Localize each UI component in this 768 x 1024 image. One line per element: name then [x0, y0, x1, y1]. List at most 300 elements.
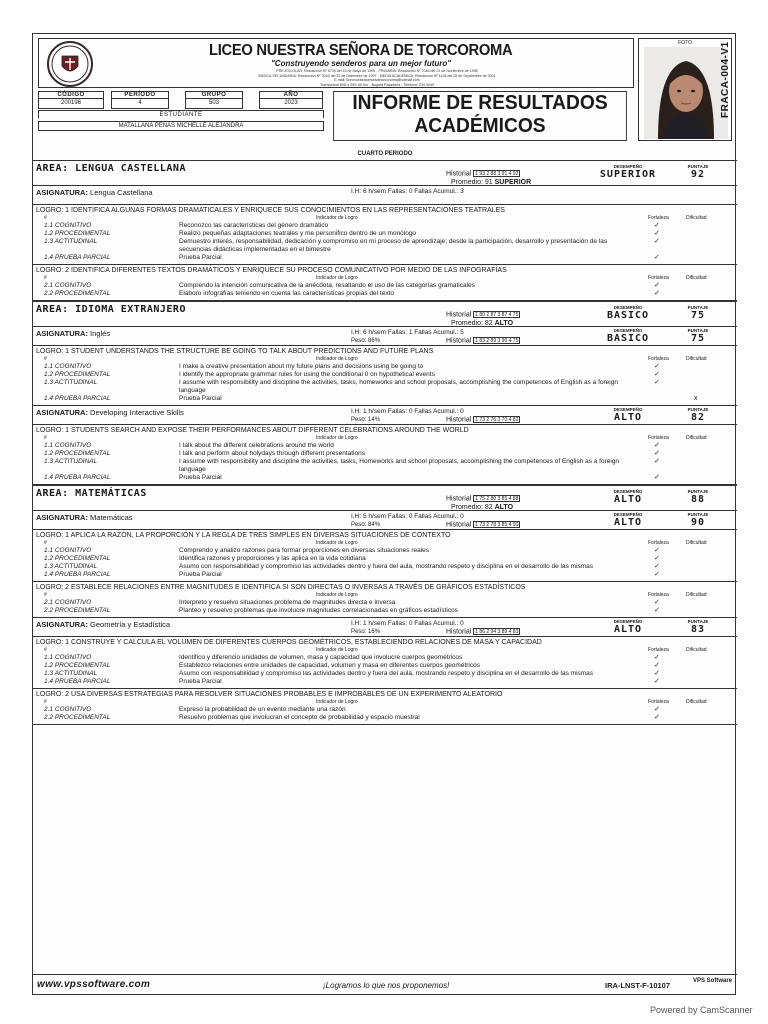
crest-icon: [50, 44, 90, 84]
peso-value: 16%: [368, 629, 381, 635]
asignatura-value: Developing Interactive Skills: [90, 408, 184, 417]
indicator-text: Planteo y resuelvo problemas que involucre magnitudes correlacionadas en gráficos estadísticos: [179, 607, 458, 614]
check-icon: ✓: [654, 571, 660, 578]
asignatura-puntaje: [669, 407, 727, 423]
indicator-text: Identifica razones y proporciones y las aplica en la vida cotidiana: [179, 555, 366, 562]
fortaleza-label: Fortaleza: [648, 356, 669, 362]
indicador-label: Indicador de Logro: [316, 435, 358, 441]
logro-block: [33, 637, 737, 689]
check-icon: ✓: [654, 714, 660, 721]
indicator-row: [36, 371, 733, 379]
desempeno-label: DESEMPEÑO: [613, 489, 643, 494]
area-header: [33, 160, 737, 186]
logro-block: [33, 205, 737, 265]
logro-block: [33, 265, 737, 301]
area-historial: [446, 495, 520, 502]
indicator-row: [36, 238, 733, 254]
indicador-label: Indicador de Logro: [316, 356, 358, 362]
indicator-text: Prueba Parcial: [179, 474, 222, 481]
desempeno-value: BASICO: [606, 333, 650, 344]
indicator-text: I make a creative presentation about my future plans and decisions using be going to: [179, 363, 424, 370]
indicator-row: [36, 474, 733, 482]
check-icon: ✓: [654, 607, 660, 614]
indicator-text: I talk about the different celebrations around the world: [179, 442, 334, 449]
logro-title: LOGRO: 1 CONSTRUYE Y CALCULA EL VOLUMEN DE DIFERENTES CUERPOS GEOMÉTRICOS, ESTABLECIENDO RELACIONES DE MASA Y CAPACIDAD: [36, 639, 542, 646]
promedio-value: 82: [484, 504, 493, 511]
indicator-key: 2.1 COGNITIVO: [44, 599, 92, 606]
indicator-key: 1.4 PRUEBA PARCIAL: [44, 571, 111, 578]
check-icon: ✓: [654, 379, 660, 386]
logro-title: LOGRO: 1 STUDENT UNDERSTANDS THE STRUCTURE BE GOING TO TALK ABOUT PREDICTIONS AND FUTURE PLANS: [36, 348, 434, 355]
historial-values: 1 86 2 94 3 89 4 83: [475, 629, 519, 635]
school-motto: "Construyendo senderos para un mejor futuro": [271, 59, 452, 68]
indicator-text: Asumo con responsabilidad y compromiso las actividades dentro y fuera del aula, mostrando respeto y disciplina en el desarrollo de las mismas: [179, 563, 594, 570]
logro-title: LOGRO: 2 ESTABLECE RELACIONES ENTRE MAGNITUDES E IDENTIFICA SI SON DIRECTAS O INVERSAS A TRAVÉS DE GRÁFICOS ESTADÍSTICOS: [36, 584, 526, 591]
asignatura-historial: [446, 416, 520, 423]
dificultad-label: Dificultad: [686, 275, 707, 281]
indicator-text: Expreso la probabilidad de un evento mediante una razón: [179, 706, 346, 713]
fallas-value: 0: [408, 408, 413, 415]
indicator-row: [36, 442, 733, 450]
student-portrait-icon: [644, 47, 728, 139]
fallas-label: Fallas:: [387, 329, 408, 336]
indicator-row: [36, 395, 733, 403]
fortaleza-label: Fortaleza: [648, 540, 669, 546]
indicator-key: 1.3 ACTITUDINAL: [44, 379, 98, 386]
grupo-label: GRUPO: [186, 92, 242, 99]
historial-values: 1 73 2 76 3 70 4 82: [475, 417, 519, 423]
scanner-credit: Powered by CamScanner: [650, 1005, 753, 1015]
check-icon: ✓: [654, 474, 660, 481]
puntaje-value: 92: [690, 169, 706, 180]
promedio-label: Promedio:: [451, 179, 483, 186]
fortaleza-label: Fortaleza: [648, 275, 669, 281]
promedio-label: Promedio:: [451, 504, 483, 511]
dificultad-label: Dificultad: [686, 540, 707, 546]
historial-values: 1 73 2 78 3 85 4 90: [475, 522, 519, 528]
hash-label: #: [44, 699, 47, 705]
check-icon: ✓: [654, 238, 660, 245]
area-historial: [446, 170, 520, 177]
asignatura-puntaje: [669, 512, 727, 528]
asignatura-label: ASIGNATURA:: [36, 329, 88, 338]
check-icon: ✓: [654, 442, 660, 449]
logro-title: LOGRO: 1 IDENTIFICA ALGUNAS FORMAS DRAMATICALES Y ENRIQUECE SUS CONOCIMIENTOS EN LAS REPRESENTACIONES TEATRALES: [36, 207, 505, 214]
asignatura-label: ASIGNATURA:: [36, 188, 88, 197]
ih-label: I.H:: [351, 513, 362, 520]
ih-value: 6 h/sem: [362, 329, 387, 336]
asignatura-row: [33, 406, 737, 425]
logro-block: [33, 346, 737, 406]
fallas-acumul-label: Fallas Acumul.:: [414, 329, 459, 336]
peso-value: 86%: [368, 338, 381, 344]
check-icon: ✓: [654, 678, 660, 685]
historial-label: Historial: [446, 416, 472, 424]
ano-box: [259, 91, 323, 109]
hash-label: #: [44, 356, 47, 362]
promedio-desc: SUPERIOR: [494, 179, 532, 186]
desempeno-label: DESEMPEÑO: [613, 328, 643, 333]
asignatura-name: [36, 620, 170, 629]
asignatura-value: Inglés: [90, 329, 111, 338]
asignatura-row: [33, 186, 737, 205]
logro-header: [36, 646, 733, 654]
indicator-text: Asumo con responsabilidad y compromiso las actividades dentro y fuera del aula, mostrando respeto y disciplina en el desarrollo de las mismas: [179, 670, 594, 677]
indicator-key: 1.2 PROCEDIMENTAL: [44, 230, 111, 237]
logro-header: [36, 539, 733, 547]
logro-header: [36, 274, 733, 282]
area-historial: [446, 311, 520, 318]
info-line: Transversal 60D # 25S-55 Sur - Bogotá Pasadena - Teléfono: 234 0049: [320, 82, 434, 87]
indicator-key: 2.1 COGNITIVO: [44, 706, 92, 713]
grupo-value: 503: [208, 100, 219, 106]
indicator-key: 1.4 PRUEBA PARCIAL: [44, 254, 111, 261]
estudiante-value: MATALLANA PEÑAS MICHELLE ALEJANDRA: [38, 121, 324, 131]
asignatura-historial: [446, 628, 520, 635]
puntaje-value: 75: [690, 333, 706, 344]
historial-values: 1 93 2 88 3 91 4 92: [475, 171, 519, 177]
form-code: FRACA-004-V1: [720, 41, 731, 119]
indicator-key: 2.2 PROCEDIMENTAL: [44, 607, 111, 614]
asignatura-label: ASIGNATURA:: [36, 408, 88, 417]
logro-block: [33, 582, 737, 618]
indicator-key: 1.1 COGNITIVO: [44, 442, 92, 449]
puntaje-value: 90: [690, 517, 706, 528]
dificultad-label: Dificultad: [686, 647, 707, 653]
footer-website: www.vpssoftware.com: [37, 979, 151, 990]
indicator-text: Elaboro infografías teniendo en cuenta las características propias del texto: [179, 290, 394, 297]
asignatura-ih: [351, 513, 464, 520]
historial-label: Historial: [446, 170, 472, 178]
dificultad-label: Dificultad: [686, 435, 707, 441]
indicator-text: Resuelvo problemas que involucran el concepto de probabilidad y espacio muestral: [179, 714, 420, 721]
check-icon: ✓: [654, 282, 660, 289]
fortaleza-label: Fortaleza: [648, 647, 669, 653]
historial-values: 1 83 2 89 3 90 4 75: [475, 338, 519, 344]
ih-label: I.H:: [351, 620, 362, 627]
fallas-value: 0: [408, 513, 413, 520]
historial-values: 1 75 2 80 3 85 4 88: [475, 496, 519, 502]
check-icon: ✓: [654, 458, 660, 465]
peso-label: Peso:: [351, 629, 367, 635]
promedio-desc: ALTO: [494, 504, 514, 511]
fortaleza-label: Fortaleza: [648, 592, 669, 598]
puntaje-value: 83: [690, 624, 706, 635]
indicator-key: 1.3 ACTITUDINAL: [44, 458, 98, 465]
ih-label: I.H:: [351, 188, 362, 195]
asignatura-row: [33, 511, 737, 530]
asignatura-label: ASIGNATURA:: [36, 620, 88, 629]
peso-label: Peso:: [351, 522, 367, 528]
grupo-box: [185, 91, 243, 109]
puntaje-label: PUNTAJE: [687, 512, 709, 517]
indicator-text: Demuestro interés, responsabilidad, dedicación y compromiso en mi proceso de aprendizaje; desde la participación, desarrollo y presentación de las secuencias didácticas implementadas en el bimestre: [179, 238, 608, 253]
indicator-text: Establezco relaciones entre unidades de capacidad, volumen y masa en diferentes cuerpos geométricos: [179, 662, 480, 669]
fallas-acumul-value: 0: [460, 513, 464, 520]
ih-label: I.H:: [351, 329, 362, 336]
ih-value: 5 h/sem: [362, 513, 387, 520]
area-header: [33, 485, 737, 511]
logro-title: LOGRO: 1 APLICA LA RAZÓN, LA PROPORCIÓN Y LA REGLA DE TRES SIMPLES EN DIVERSAS SITUACIONES DE CONTEXTO: [36, 532, 451, 539]
title-line: ACADÉMICOS: [414, 115, 546, 137]
puntaje-label: PUNTAJE: [687, 164, 709, 169]
indicator-key: 1.3 ACTITUDINAL: [44, 238, 98, 245]
indicador-label: Indicador de Logro: [316, 540, 358, 546]
asignatura-ih: [351, 620, 464, 627]
logro-block: [33, 425, 737, 485]
indicator-text: Prueba Parcial: [179, 254, 222, 261]
check-icon: ✓: [654, 450, 660, 457]
fallas-value: 1: [408, 329, 413, 336]
asignatura-desempeno: [599, 328, 657, 344]
indicator-text: Prueba Parcial: [179, 571, 222, 578]
school-header: [38, 38, 634, 88]
indicator-row: [36, 662, 733, 670]
info-line: E-mail: liceonuestrasenoradetorcoroma@hotmail.com: [334, 78, 420, 83]
peso-value: 84%: [368, 522, 381, 528]
fallas-acumul-label: Fallas Acumul.:: [414, 188, 459, 195]
indicator-row: [36, 379, 733, 395]
indicator-row: [36, 563, 733, 571]
fallas-label: Fallas:: [387, 408, 408, 415]
indicator-text: I talk and perform about holydays through different presentations: [179, 450, 365, 457]
student-photo: [644, 47, 728, 139]
check-icon: ✓: [654, 706, 660, 713]
indicador-label: Indicador de Logro: [316, 275, 358, 281]
indicator-key: 1.2 PROCEDIMENTAL: [44, 555, 111, 562]
logro-title: LOGRO: 2 USA DIVERSAS ESTRATEGIAS PARA RESOLVER SITUACIONES PROBABLES E IMPROBABLES DE UN EXPERIMENTO ALEATORIO: [36, 691, 503, 698]
indicator-text: Comprendo y analizo razones para formar proporciones en diversas situaciones reales: [179, 547, 430, 554]
estudiante-box: [38, 110, 324, 140]
asignatura-name: [36, 408, 184, 417]
fallas-acumul-label: Fallas Acumul.:: [414, 620, 459, 627]
vps-logo: VPS Software: [693, 978, 733, 984]
asignatura-puntaje: [669, 619, 727, 635]
indicator-row: [36, 458, 733, 474]
promedio-label: Promedio:: [451, 320, 483, 327]
fallas-value: 0: [408, 188, 413, 195]
puntaje-value: 88: [690, 494, 706, 505]
ih-label: I.H:: [351, 408, 362, 415]
indicator-row: [36, 706, 733, 714]
asignatura-label: ASIGNATURA:: [36, 513, 88, 522]
indicator-key: 1.2 PROCEDIMENTAL: [44, 371, 111, 378]
area-promedio: [451, 179, 531, 186]
indicator-text: Reconozco las características del género dramático: [179, 222, 329, 229]
indicator-text: I assume with responsibility and discipline the activities, tasks, Homeworks and school proposals, accomplishing the competences of English as a foreign language: [179, 458, 620, 473]
puntaje-label: PUNTAJE: [687, 407, 709, 412]
fallas-acumul-value: 3: [460, 188, 464, 195]
area-promedio: [451, 320, 513, 327]
check-icon: ✓: [654, 599, 660, 606]
hash-label: #: [44, 215, 47, 221]
asignatura-peso: [351, 522, 380, 528]
indicator-key: 1.1 COGNITIVO: [44, 222, 92, 229]
indicator-key: 2.1 COGNITIVO: [44, 282, 92, 289]
area-puntaje: [669, 164, 727, 180]
puntaje-label: PUNTAJE: [687, 619, 709, 624]
asignatura-historial: [446, 521, 520, 528]
check-icon: ✓: [654, 547, 660, 554]
fallas-acumul-label: Fallas Acumul.:: [414, 513, 459, 520]
desempeno-label: DESEMPEÑO: [613, 512, 643, 517]
desempeno-value: SUPERIOR: [599, 169, 657, 180]
check-icon: ✓: [654, 662, 660, 669]
desempeno-label: DESEMPEÑO: [613, 305, 643, 310]
desempeno-label: DESEMPEÑO: [613, 164, 643, 169]
periodo-box: [111, 91, 169, 109]
indicator-row: [36, 654, 733, 662]
indicador-label: Indicador de Logro: [316, 699, 358, 705]
area-puntaje: [669, 305, 727, 321]
asignatura-row: [33, 327, 737, 346]
period-title: CUARTO PERIODO: [357, 151, 413, 157]
historial-label: Historial: [446, 337, 472, 345]
historial-values: 1 80 2 87 3 87 4 75: [475, 312, 519, 318]
indicator-key: 2.2 PROCEDIMENTAL: [44, 714, 111, 721]
hash-label: #: [44, 435, 47, 441]
check-icon: ✓: [654, 254, 660, 261]
photo-label: FOTO: [678, 40, 692, 46]
area-promedio: [451, 504, 513, 511]
asignatura-peso: [351, 417, 380, 423]
area-desempeno: [599, 164, 657, 180]
asignatura-ih: [351, 329, 464, 336]
check-icon: ✓: [654, 290, 660, 297]
dificultad-label: Dificultad: [686, 215, 707, 221]
indicador-label: Indicador de Logro: [316, 647, 358, 653]
indicator-key: 1.3 ACTITUDINAL: [44, 670, 98, 677]
desempeno-value: ALTO: [613, 517, 643, 528]
indicator-row: [36, 571, 733, 579]
check-icon: ✓: [654, 563, 660, 570]
indicator-key: 1.4 PRUEBA PARCIAL: [44, 678, 111, 685]
indicator-row: [36, 282, 733, 290]
asignatura-desempeno: [599, 407, 657, 423]
historial-label: Historial: [446, 311, 472, 319]
asignatura-name: [36, 188, 153, 197]
indicator-key: 1.3 ACTITUDINAL: [44, 563, 98, 570]
area-header: [33, 301, 737, 327]
indicator-row: [36, 599, 733, 607]
desempeno-label: DESEMPEÑO: [613, 619, 643, 624]
check-icon: ✓: [654, 371, 660, 378]
check-icon: ✓: [654, 670, 660, 677]
desempeno-value: ALTO: [613, 494, 643, 505]
indicator-text: Interpreto y resuelvo situaciones problema de magnitudes directa e inversa: [179, 599, 396, 606]
desempeno-value: ALTO: [613, 412, 643, 423]
puntaje-label: PUNTAJE: [687, 489, 709, 494]
info-line: BÁSICA SECUNDARIA: Resolución Nº 3043 del 23 de Diciembre de 1997 - MEDIA ACADÉMICA: Resolución Nº 1128 del 28 de Septiembre de 2001: [258, 73, 496, 78]
dificultad-label: Dificultad: [686, 356, 707, 362]
asignatura-value: Geometría y Estadística: [90, 620, 171, 629]
indicator-text: Realizo pequeñas adaptaciones teatrales y me personifico dentro de un monólogo: [179, 230, 417, 237]
fortaleza-label: Fortaleza: [648, 435, 669, 441]
peso-label: Peso:: [351, 417, 367, 423]
hash-label: #: [44, 647, 47, 653]
fallas-acumul-value: 0: [460, 408, 464, 415]
school-name: LICEO NUESTRA SEÑORA DE TORCOROMA: [209, 42, 513, 59]
indicator-row: [36, 714, 733, 722]
area-name: AREA: IDIOMA EXTRANJERO: [36, 304, 186, 315]
peso-label: Peso:: [351, 338, 367, 344]
puntaje-label: PUNTAJE: [687, 305, 709, 310]
area-desempeno: [599, 489, 657, 505]
estudiante-label: ESTUDIANTE: [38, 110, 324, 118]
periodo-value: 4: [138, 100, 142, 106]
asignatura-ih: [351, 408, 464, 415]
asignatura-puntaje: [669, 328, 727, 344]
peso-value: 14%: [368, 417, 381, 423]
fallas-label: Fallas:: [387, 513, 408, 520]
cross-icon: x: [694, 395, 698, 402]
indicator-text: Comprendo la intención comunicativa de la anécdota, resaltando el uso de las categorías gramaticales: [179, 282, 475, 289]
periodo-label: PERÍODO: [112, 92, 168, 99]
check-icon: ✓: [654, 363, 660, 370]
footer: [33, 974, 737, 994]
asignatura-name: [36, 329, 110, 338]
indicator-row: [36, 607, 733, 615]
hash-label: #: [44, 275, 47, 281]
school-logo: [47, 41, 93, 87]
area-puntaje: [669, 489, 727, 505]
footer-slogan: ¡Logramos lo que nos proponemos!: [323, 981, 450, 990]
puntaje-value: 75: [690, 310, 706, 321]
dificultad-label: Dificultad: [686, 699, 707, 705]
asignatura-desempeno: [599, 619, 657, 635]
indicator-row: [36, 222, 733, 230]
indicador-label: Indicador de Logro: [316, 592, 358, 598]
codigo-box: [38, 91, 104, 109]
indicator-key: 1.2 PROCEDIMENTAL: [44, 450, 111, 457]
asignatura-name: [36, 513, 133, 522]
fortaleza-label: Fortaleza: [648, 699, 669, 705]
indicator-text: Prueba Parcial: [179, 395, 222, 402]
promedio-value: 82: [484, 320, 493, 327]
puntaje-label: PUNTAJE: [687, 328, 709, 333]
indicator-row: [36, 670, 733, 678]
promedio-desc: ALTO: [494, 320, 514, 327]
indicator-row: [36, 678, 733, 686]
asignatura-ih: [351, 188, 464, 195]
historial-label: Historial: [446, 628, 472, 636]
school-info: [187, 69, 567, 87]
logro-title: LOGRO: 1 STUDENTS SEARCH AND EXPOSE THEIR PERFORMANCES ABOUT DIFFERENT CELEBRATIONS AROUND THE WORLD: [36, 427, 469, 434]
hash-label: #: [44, 540, 47, 546]
historial-label: Historial: [446, 495, 472, 503]
fallas-acumul-value: 0: [460, 620, 464, 627]
dificultad-label: Dificultad: [686, 592, 707, 598]
logro-header: [36, 591, 733, 599]
check-icon: ✓: [654, 654, 660, 661]
fallas-value: 0: [408, 620, 413, 627]
info-line: PRE-ESCOLAR: Resolución Nº 6730 del 15 de Mayo de 1995 - PRIMARIA: Resolución Nº 7046 del 21 de Noviembre de 1995: [276, 69, 478, 73]
logro-header: [36, 698, 733, 706]
indicator-key: 1.1 COGNITIVO: [44, 363, 92, 370]
asignatura-peso: [351, 338, 380, 344]
historial-label: Historial: [446, 521, 472, 529]
indicator-row: [36, 555, 733, 563]
indicator-key: 1.1 COGNITIVO: [44, 654, 92, 661]
indicator-key: 1.4 PRUEBA PARCIAL: [44, 395, 111, 402]
indicator-row: [36, 230, 733, 238]
fallas-acumul-value: 5: [460, 329, 464, 336]
area-name: AREA: LENGUA CASTELLANA: [36, 163, 186, 174]
fallas-label: Fallas:: [387, 620, 408, 627]
indicator-row: [36, 363, 733, 371]
logro-header: [36, 355, 733, 363]
promedio-value: 91: [484, 179, 493, 186]
